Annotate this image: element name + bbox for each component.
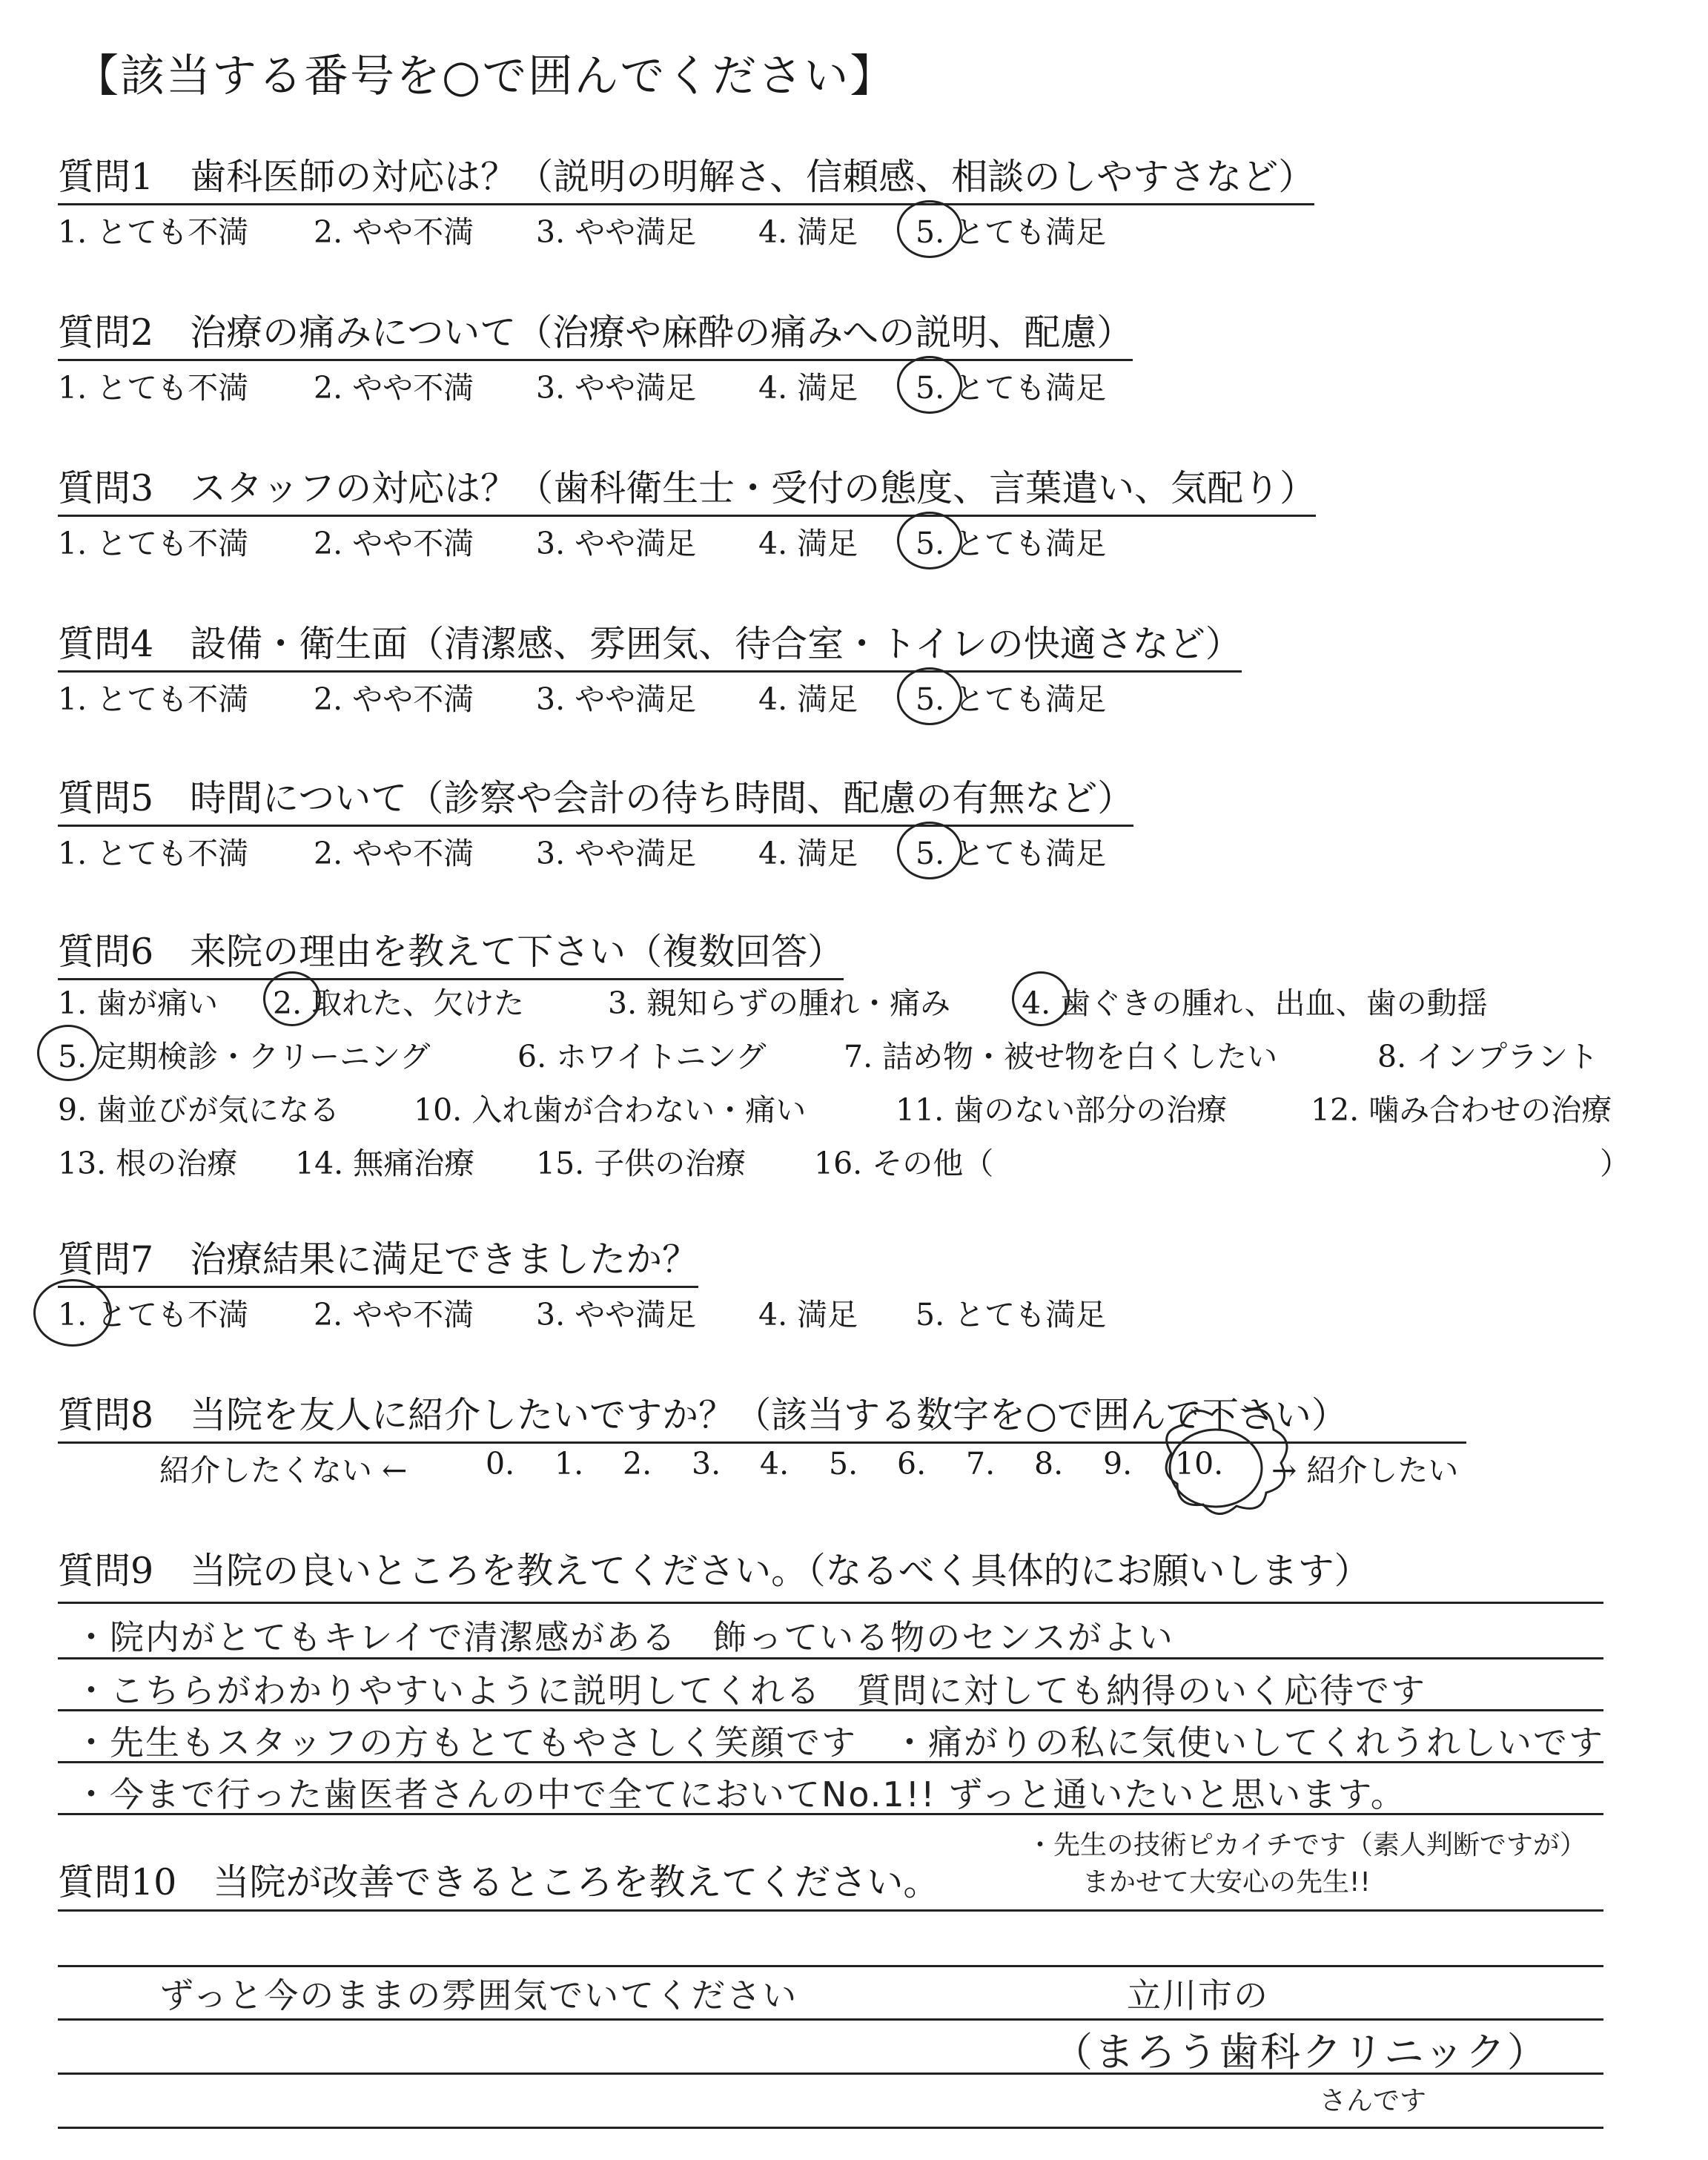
q1-option-5[interactable]: 5. とても満足 (916, 214, 1107, 250)
q1-option-2[interactable]: 2. やや不満 (314, 214, 474, 250)
question-4: 質問4 設備・衛生面（清潔感、雰囲気、待合室・トイレの快適さなど） (58, 615, 1242, 673)
q7-option-3[interactable]: 3. やや満足 (536, 1297, 697, 1332)
question-1: 質問1 歯科医師の対応は？（説明の明解さ、信頼感、相談のしやすさなど） (58, 148, 1314, 205)
q6-selection-circle-4 (1012, 971, 1070, 1026)
q8-right-label: → 紹介したい (1271, 1453, 1459, 1488)
q2-option-3[interactable]: 3. やや満足 (536, 370, 697, 406)
q8-number-1[interactable]: 1. (555, 1446, 584, 1482)
q3-option-5[interactable]: 5. とても満足 (916, 526, 1107, 561)
q2-option-2[interactable]: 2. やや不満 (314, 370, 474, 406)
q10-answer-line-2 (58, 1965, 1603, 1967)
q5-selection-circle (897, 822, 962, 879)
q4-option-5[interactable]: 5. とても満足 (916, 681, 1107, 717)
q10-note-line-1: ・先生の技術ピカイチです（素人判断ですが） (1027, 1830, 1586, 1860)
q6-option-5[interactable]: 5. 定期検診・クリーニング (58, 1039, 431, 1074)
q6-option-1[interactable]: 1. 歯が痛い (58, 985, 219, 1021)
q1-selection-circle (897, 200, 962, 258)
q3-option-1[interactable]: 1. とても不満 (58, 526, 249, 561)
q10-answer-line-5 (58, 2127, 1603, 2129)
survey-title: 【該当する番号を○で囲んでください】 (74, 50, 896, 102)
q6-option-7[interactable]: 7. 詰め物・被せ物を白くしたい (844, 1039, 1278, 1074)
question-7: 質問7 治療結果に満足できましたか？ (58, 1231, 698, 1288)
q5-option-3[interactable]: 3. やや満足 (536, 836, 697, 871)
q2-option-4[interactable]: 4. 満足 (758, 370, 858, 406)
q8-number-6[interactable]: 6. (897, 1446, 927, 1482)
q6-option-9[interactable]: 9. 歯並びが気になる (58, 1092, 340, 1128)
q3-option-4[interactable]: 4. 満足 (758, 526, 858, 561)
signature-city: 立川市の (1127, 1975, 1269, 2015)
q8-selection-flower-mark (1142, 1409, 1290, 1527)
q6-option-3[interactable]: 3. 親知らずの腫れ・痛み (608, 985, 951, 1021)
q5-option-1[interactable]: 1. とても不満 (58, 836, 249, 871)
q8-number-8[interactable]: 8. (1034, 1446, 1064, 1482)
q6-option-14[interactable]: 14. 無痛治療 (295, 1146, 475, 1181)
q7-option-1[interactable]: 1. とても不満 (58, 1297, 249, 1332)
q4-option-3[interactable]: 3. やや満足 (536, 681, 697, 717)
q2-selection-circle (897, 356, 962, 414)
q6-option-13[interactable]: 13. 根の治療 (58, 1146, 238, 1181)
q1-option-4[interactable]: 4. 満足 (758, 214, 858, 250)
q6-option-10[interactable]: 10. 入れ歯が合わない・痛い (414, 1092, 807, 1128)
q8-number-2[interactable]: 2. (623, 1446, 652, 1482)
q9-answer-line-1 (58, 1602, 1603, 1604)
q3-option-3[interactable]: 3. やや満足 (536, 526, 697, 561)
question-8: 質問8 当院を友人に紹介したいですか？（該当する数字を○で囲んで下さい） (58, 1387, 1466, 1444)
q7-option-2[interactable]: 2. やや不満 (314, 1297, 474, 1332)
q8-number-10[interactable]: 10. (1175, 1446, 1224, 1482)
question-2: 質問2 治療の痛みについて（治療や麻酔の痛みへの説明、配慮） (58, 304, 1133, 361)
question-6: 質問6 来院の理由を教えて下さい（複数回答） (58, 923, 844, 980)
q6-selection-circle-5 (37, 1025, 99, 1081)
question-10: 質問10 当院が改善できるところを教えてください。 (58, 1861, 940, 1903)
question-3: 質問3 スタッフの対応は？（歯科衛生士・受付の態度、言葉遣い、気配り） (58, 460, 1316, 517)
question-9: 質問9 当院の良いところを教えてください。（なるべく具体的にお願いします） (58, 1550, 1371, 1592)
signature-clinic-name: （まろう歯科クリニック） (1053, 2029, 1549, 2075)
q8-number-7[interactable]: 7. (966, 1446, 996, 1482)
signature-suffix: さんです (1320, 2086, 1427, 2116)
q6-option-11[interactable]: 11. 歯のない部分の治療 (896, 1092, 1228, 1128)
q4-option-1[interactable]: 1. とても不満 (58, 681, 249, 717)
q8-scale (159, 1446, 1568, 1490)
q8-number-0[interactable]: 0. (486, 1446, 515, 1482)
q10-answer: ずっと今のままの雰囲気でいてください (159, 1975, 798, 2015)
q8-number-5[interactable]: 5. (829, 1446, 858, 1482)
q4-option-2[interactable]: 2. やや不満 (314, 681, 474, 717)
q7-selection-circle (33, 1279, 112, 1347)
q6-option-16[interactable]: 16. その他（ (814, 1146, 994, 1181)
q9-answer-2: ・こちらがわかりやすいように説明してくれる 質問に対しても納得のいく応待です (74, 1671, 1426, 1711)
q10-note-line-2: まかせて大安心の先生!! (1082, 1867, 1371, 1898)
q7-option-5[interactable]: 5. とても満足 (916, 1297, 1107, 1332)
q8-left-label: 紹介したくない ← (159, 1453, 408, 1488)
q6-option-6[interactable]: 6. ホワイトニング (517, 1039, 767, 1074)
q6-option-8[interactable]: 8. インプラント (1377, 1039, 1599, 1074)
question-5: 質問5 時間について（診察や会計の待ち時間、配慮の有無など） (58, 770, 1133, 827)
q9-answer-3: ・先生もスタッフの方もとてもやさしく笑顔です ・痛がりの私に気使いしてくれうれしいです (74, 1723, 1604, 1763)
q1-option-1[interactable]: 1. とても不満 (58, 214, 249, 250)
q1-option-3[interactable]: 3. やや満足 (536, 214, 697, 250)
q8-number-4[interactable]: 4. (760, 1446, 790, 1482)
q7-option-4[interactable]: 4. 満足 (758, 1297, 858, 1332)
q5-option-4[interactable]: 4. 満足 (758, 836, 858, 871)
q6-option-4[interactable]: 4. 歯ぐきの腫れ、出血、歯の動揺 (1022, 985, 1488, 1021)
q3-selection-circle (897, 512, 962, 569)
q6-option-12[interactable]: 12. 噛み合わせの治療 (1311, 1092, 1612, 1128)
q8-number-3[interactable]: 3. (692, 1446, 721, 1482)
q2-option-5[interactable]: 5. とても満足 (916, 370, 1107, 406)
q6-other-close-paren: ） (1600, 1146, 1630, 1181)
q5-option-5[interactable]: 5. とても満足 (916, 836, 1107, 871)
q6-selection-circle-2 (263, 971, 321, 1026)
q5-option-2[interactable]: 2. やや不満 (314, 836, 474, 871)
q10-answer-line-1 (58, 1909, 1603, 1912)
q6-option-15[interactable]: 15. 子供の治療 (536, 1146, 747, 1181)
q8-number-9[interactable]: 9. (1103, 1446, 1133, 1482)
q9-answer-4: ・今まで行った歯医者さんの中で全てにおいてNo.1!! ずっと通いたいと思います。 (74, 1774, 1406, 1814)
q6-option-2[interactable]: 2. 取れた、欠けた (273, 985, 525, 1021)
q9-answer-1: ・院内がとてもキレイで清潔感がある 飾っている物のセンスがよい (74, 1617, 1174, 1657)
q2-option-1[interactable]: 1. とても不満 (58, 370, 249, 406)
q4-selection-circle (897, 667, 962, 725)
q4-option-4[interactable]: 4. 満足 (758, 681, 858, 717)
q3-option-2[interactable]: 2. やや不満 (314, 526, 474, 561)
